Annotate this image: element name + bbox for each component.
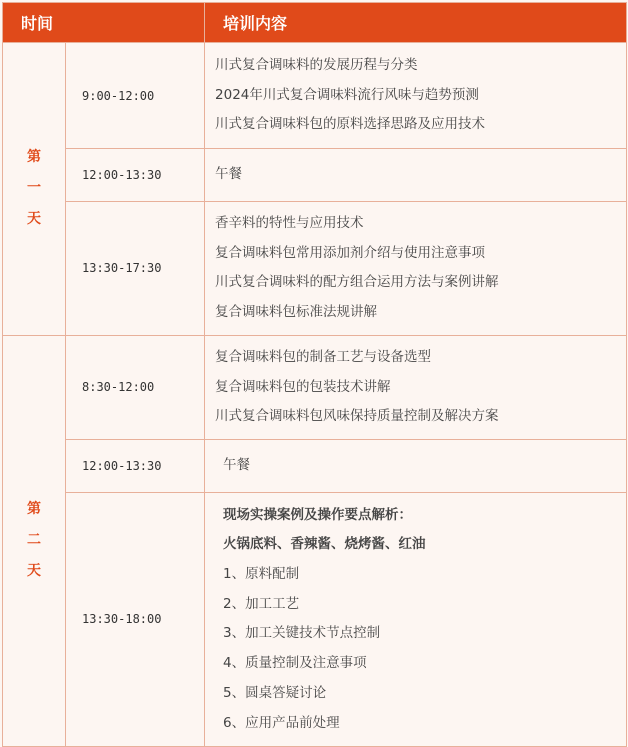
session-time: 9:00-12:00: [66, 43, 205, 149]
session-time: 8:30-12:00: [66, 335, 205, 439]
table-row: [3, 202, 627, 336]
content-line: 川式复合调味料的发展历程与分类: [215, 56, 418, 73]
content-line: 2、加工工艺: [223, 595, 300, 612]
content-line: 川式复合调味料包的原料选择思路及应用技术: [215, 116, 486, 133]
session-content: [205, 202, 627, 336]
table-row: [3, 335, 627, 439]
content-heading: 现场实操案例及操作要点解析：: [223, 506, 413, 523]
session-time: 12:00-13:30: [66, 149, 205, 202]
day-label-2: 第 二 天: [3, 335, 66, 746]
content-line: 复合调味料包的制备工艺与设备选型: [215, 348, 432, 365]
session-content: [205, 439, 627, 492]
content-line: 5、圆桌答疑讨论: [223, 684, 327, 701]
content-line: 香辛料的特性与应用技术: [215, 215, 364, 231]
table-row: [3, 43, 627, 149]
content-line: 1、原料配制: [223, 566, 300, 583]
session-time: 13:30-18:00: [66, 492, 205, 746]
session-content: [205, 149, 627, 202]
day-label-1: 第 一 天: [3, 43, 66, 336]
content-heading: 火锅底料、香辣酱、烧烤酱、红油: [223, 536, 426, 553]
header-content: 培训内容: [205, 3, 627, 43]
content-line: 午餐: [223, 457, 251, 474]
content-line: 复合调味料包的包装技术讲解: [215, 378, 391, 395]
content-line: 6、应用产品前处理: [223, 714, 340, 731]
content-line: 4、质量控制及注意事项: [223, 655, 367, 672]
content-line: 3、加工关键技术节点控制: [223, 625, 381, 642]
session-time: 12:00-13:30: [66, 439, 205, 492]
content-line: 复合调味料包常用添加剂介绍与使用注意事项: [215, 244, 486, 261]
content-line: 2024年川式复合调味料流行风味与趋势预测: [215, 86, 479, 103]
table-row: [3, 492, 627, 746]
table-header-row: [3, 3, 627, 43]
session-content: [205, 492, 627, 746]
session-content: [205, 335, 627, 439]
training-schedule-table: [2, 2, 627, 747]
content-line: 复合调味料包标准法规讲解: [215, 304, 378, 321]
table-row: [3, 149, 627, 202]
session-time: 13:30-17:30: [66, 202, 205, 336]
content-line: 午餐: [215, 166, 243, 183]
header-time: 时间: [3, 3, 205, 43]
content-line: 川式复合调味料包风味保持质量控制及解决方案: [215, 408, 499, 425]
content-line: 川式复合调味料的配方组合运用方法与案例讲解: [215, 274, 499, 291]
table-row: [3, 439, 627, 492]
session-content: [205, 43, 627, 149]
